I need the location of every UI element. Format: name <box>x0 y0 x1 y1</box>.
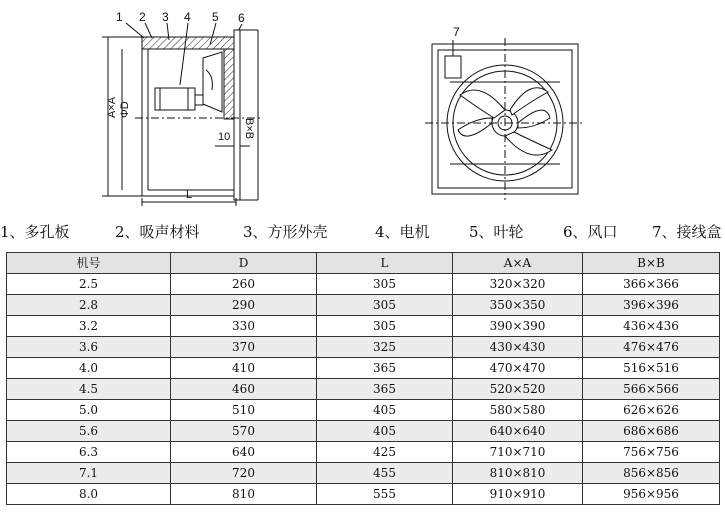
table-cell: 566×566 <box>583 379 720 400</box>
table-cell: 910×910 <box>453 484 583 505</box>
table-cell: 405 <box>317 400 453 421</box>
header-d: D <box>171 253 317 274</box>
table-cell: 366×366 <box>583 274 720 295</box>
table-cell: 4.0 <box>7 358 171 379</box>
table-cell: 810×810 <box>453 463 583 484</box>
dim-l-label: L <box>186 189 193 201</box>
table-cell: 640×640 <box>453 421 583 442</box>
table-cell: 305 <box>317 295 453 316</box>
callout-7: 7 <box>453 25 460 39</box>
table-cell: 626×626 <box>583 400 720 421</box>
table-cell: 810 <box>171 484 317 505</box>
table-cell: 520×520 <box>453 379 583 400</box>
table-cell: 856×856 <box>583 463 720 484</box>
table-row <box>7 358 720 379</box>
table-row <box>7 484 720 505</box>
front-view-drawing <box>425 38 585 200</box>
table-cell: 4.5 <box>7 379 171 400</box>
legend-item: 5、叶轮 <box>469 223 524 241</box>
table-cell: 390×390 <box>453 316 583 337</box>
table-cell: 290 <box>171 295 317 316</box>
table-cell: 6.3 <box>7 442 171 463</box>
table-cell: 370 <box>171 337 317 358</box>
table-cell: 410 <box>171 358 317 379</box>
legend-item: 2、吸声材料 <box>115 223 200 241</box>
table-cell: 686×686 <box>583 421 720 442</box>
table-cell: 710×710 <box>453 442 583 463</box>
table-cell: 5.0 <box>7 400 171 421</box>
table-cell: 330 <box>171 316 317 337</box>
insulation-band <box>142 37 234 49</box>
motor-shape <box>155 88 195 110</box>
header-bxb: B×B <box>583 253 720 274</box>
table-cell: 350×350 <box>453 295 583 316</box>
table-cell: 320×320 <box>453 274 583 295</box>
table-cell: 720 <box>171 463 317 484</box>
table-body <box>7 274 720 505</box>
legend-item: 4、电机 <box>375 223 430 241</box>
table-cell: 260 <box>171 274 317 295</box>
table-cell: 405 <box>317 421 453 442</box>
table-row <box>7 442 720 463</box>
table-cell: 325 <box>317 337 453 358</box>
table-cell: 2.8 <box>7 295 171 316</box>
callout-5: 5 <box>212 10 219 24</box>
table-cell: 365 <box>317 379 453 400</box>
table-cell: 7.1 <box>7 463 171 484</box>
legend-item: 3、方形外壳 <box>243 223 328 241</box>
table-cell: 470×470 <box>453 358 583 379</box>
table-row <box>7 400 720 421</box>
table-cell: 436×436 <box>583 316 720 337</box>
callout-3: 3 <box>162 10 169 24</box>
legend-item: 7、接线盒 <box>652 223 722 241</box>
table-cell: 555 <box>317 484 453 505</box>
table-cell: 956×956 <box>583 484 720 505</box>
blade-shape <box>460 90 505 118</box>
table-cell: 580×580 <box>453 400 583 421</box>
table-row <box>7 379 720 400</box>
dim-d-label: ΦD <box>119 101 131 118</box>
component-legend <box>0 218 725 244</box>
table-cell: 396×396 <box>583 295 720 316</box>
junction-box-shape <box>445 56 461 78</box>
table-cell: 365 <box>317 358 453 379</box>
table-row <box>7 337 720 358</box>
table-cell: 8.0 <box>7 484 171 505</box>
callout-1: 1 <box>116 10 123 24</box>
fan-drawings <box>0 0 725 218</box>
table-cell: 305 <box>317 316 453 337</box>
table-cell: 2.5 <box>7 274 171 295</box>
callout-6: 6 <box>238 11 245 25</box>
dim-10-label: 10 <box>218 131 231 143</box>
legend-item: 6、风口 <box>563 223 618 241</box>
header-l: L <box>317 253 453 274</box>
callout-4: 4 <box>184 10 191 24</box>
table-row <box>7 274 720 295</box>
table-cell: 570 <box>171 421 317 442</box>
table-cell: 756×756 <box>583 442 720 463</box>
table-cell: 305 <box>317 274 453 295</box>
table-cell: 460 <box>171 379 317 400</box>
table-cell: 476×476 <box>583 337 720 358</box>
table-row <box>7 463 720 484</box>
dim-bxb-label: B×B <box>243 118 255 140</box>
table-cell: 455 <box>317 463 453 484</box>
table-cell: 430×430 <box>453 337 583 358</box>
header-model: 机号 <box>7 253 171 274</box>
air-outlet-flange <box>234 30 240 200</box>
table-row <box>7 421 720 442</box>
legend-item: 1、多孔板 <box>0 223 70 241</box>
table-cell: 3.2 <box>7 316 171 337</box>
table-cell: 3.6 <box>7 337 171 358</box>
spec-table <box>6 252 720 505</box>
table-header-row <box>7 253 720 274</box>
table-cell: 510 <box>171 400 317 421</box>
table-row <box>7 295 720 316</box>
table-cell: 425 <box>317 442 453 463</box>
callout-2: 2 <box>139 10 146 24</box>
table-cell: 5.6 <box>7 421 171 442</box>
table-row <box>7 316 720 337</box>
table-cell: 516×516 <box>583 358 720 379</box>
dim-axa-label: A×A <box>106 96 118 118</box>
header-axa: A×A <box>453 253 583 274</box>
table-cell: 640 <box>171 442 317 463</box>
